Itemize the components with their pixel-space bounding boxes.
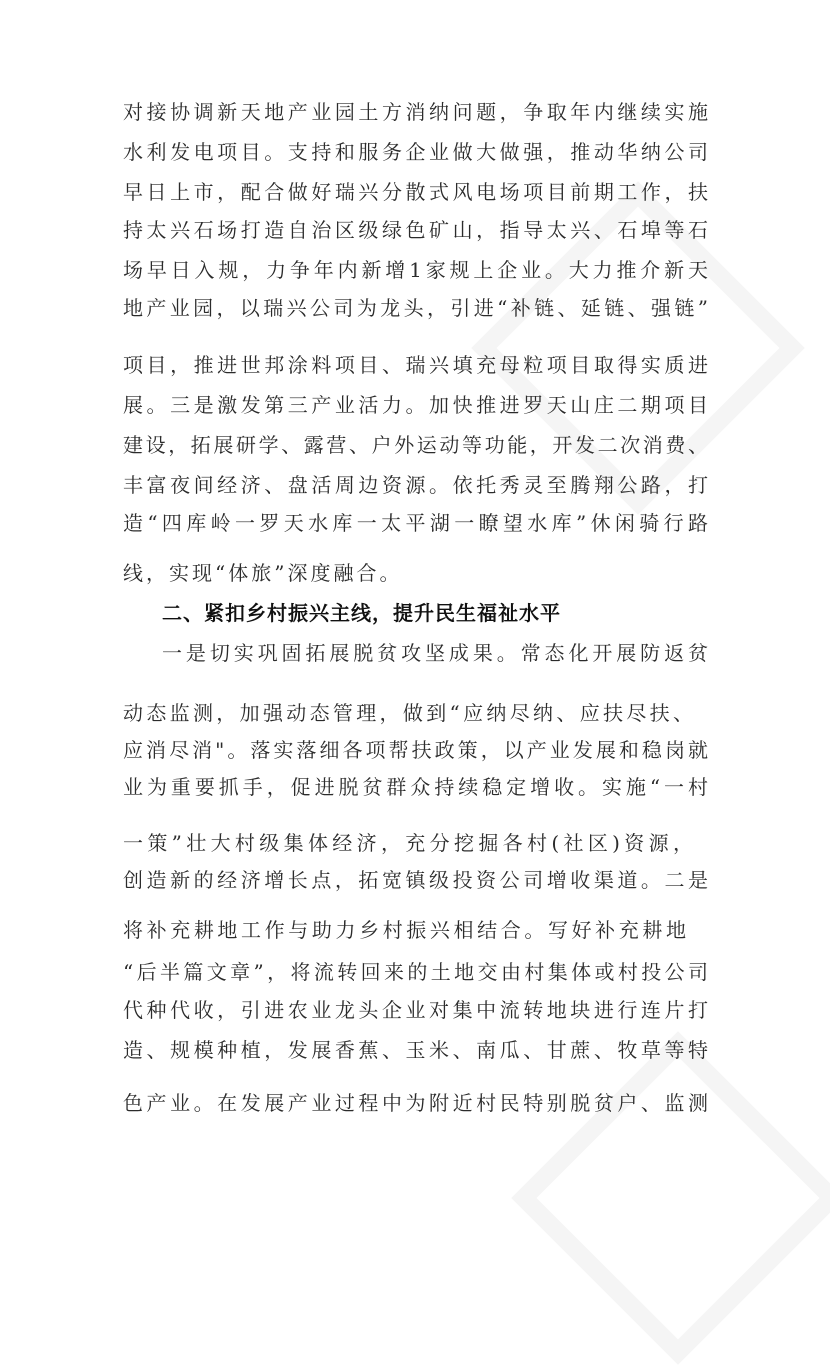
text-line: 造、规模种植，发展香蕉、玉米、南瓜、甘蔗、牧草等特 (123, 1038, 708, 1062)
text-line: 业为重要抓手，促进脱贫群众持续稳定增收。实施“一村 (123, 775, 708, 799)
watermark (511, 1031, 830, 1365)
text-line: 展。三是激发第三产业活力。加快推进罗天山庄二期项目 (123, 393, 708, 417)
text-line: 对接协调新天地产业园土方消纳问题，争取年内继续实施 (123, 100, 708, 124)
text-line: 代种代收，引进农业龙头企业对集中流转地块进行连片打 (123, 998, 708, 1022)
text-line: 丰富夜间经济、盘活周边资源。依托秀灵至腾翔公路，打 (123, 473, 708, 497)
text-line: 色产业。在发展产业过程中为附近村民特别脱贫户、监测 (123, 1091, 708, 1115)
text-line: 一是切实巩固拓展脱贫攻坚成果。常态化开展防返贫 (162, 641, 708, 665)
text-line: 早日上市，配合做好瑞兴分散式风电场项目前期工作，扶 (123, 180, 708, 204)
text-line: 场早日入规，力争年内新增1家规上企业。大力推介新天 (123, 258, 708, 282)
text-line: 线，实现“体旅”深度融合。 (123, 561, 403, 585)
text-line: 应消尽消"。落实落细各项帮扶政策，以产业发展和稳岗就 (123, 738, 708, 762)
text-line: 动态监测，加强动态管理，做到“应纳尽纳、应扶尽扶、 (123, 701, 693, 725)
text-line: 造“四库岭一罗天水库一太平湖一瞭望水库”休闲骑行路 (123, 511, 708, 535)
section-heading: 二、紧扣乡村振兴主线，提升民生福祉水平 (162, 601, 561, 625)
text-line: 项目，推进世邦涂料项目、瑞兴填充母粒项目取得实质进 (123, 353, 708, 377)
text-line: 将补充耕地工作与助力乡村振兴相结合。写好补充耕地 (123, 918, 686, 942)
text-line: 一策”壮大村级集体经济，充分挖掘各村(社区)资源， (123, 831, 693, 855)
text-line: 持太兴石场打造自治区级绿色矿山，指导太兴、石埠等石 (123, 218, 708, 242)
text-line: 地产业园，以瑞兴公司为龙头，引进“补链、延链、强链” (123, 296, 708, 320)
text-line: 创造新的经济增长点，拓宽镇级投资公司增收渠道。二是 (123, 868, 708, 892)
text-line: “后半篇文章”，将流转回来的土地交由村集体或村投公司 (123, 960, 708, 984)
text-line: 水利发电项目。支持和服务企业做大做强，推动华纳公司 (123, 140, 708, 164)
text-line: 建设，拓展研学、露营、户外运动等功能，开发二次消费、 (123, 433, 708, 457)
